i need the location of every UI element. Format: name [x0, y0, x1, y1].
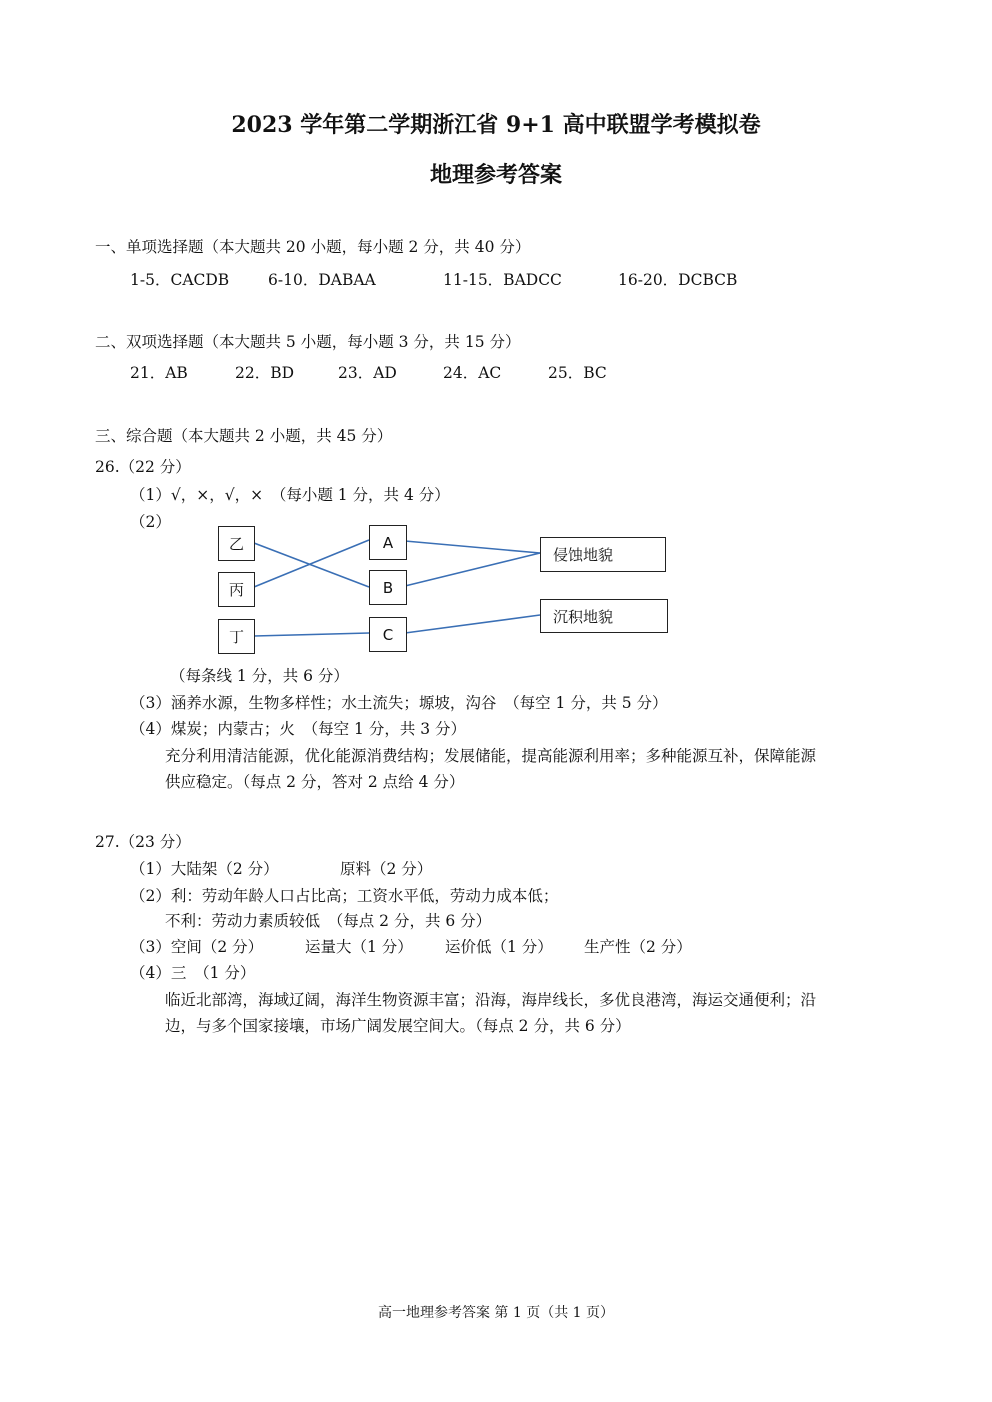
q27-part1a: （1）大陆架（2 分） — [130, 860, 279, 878]
q26-part1: （1）√，×，√，× （每小题 1 分，共 4 分） — [130, 486, 450, 504]
q27-part4-line3: 边，与多个国家接壤，市场广阔发展空间大。（每点 2 分，共 6 分） — [165, 1017, 631, 1035]
q27-part2: （2）利：劳动年龄人口占比高；工资水平低，劳动力成本低； — [130, 887, 559, 905]
box-c: C — [369, 617, 407, 652]
answer-item: 23．AD — [338, 364, 397, 382]
answer-group: 6-10．DABAA — [268, 271, 376, 289]
q27-part4-line2: 临近北部湾，海域辽阔，海洋生物资源丰富；沿海，海岸线长，多优良港湾，海运交通便利；沿 — [165, 991, 817, 1009]
q27-part2-line2: 不利：劳动力素质较低 （每点 2 分，共 6 分） — [165, 912, 492, 930]
answer-item: 25．BC — [548, 364, 607, 382]
box-ding: 丁 — [218, 619, 255, 654]
section1-heading: 一、单项选择题（本大题共 20 小题，每小题 2 分，共 40 分） — [95, 238, 531, 256]
section3-heading: 三、综合题（本大题共 2 小题，共 45 分） — [95, 427, 393, 445]
q27-part3-c: 运价低（1 分） — [445, 938, 553, 956]
q27-heading: 27.（23 分） — [95, 833, 191, 851]
q27-part4: （4）三 （1 分） — [130, 964, 256, 982]
line-a-erosion — [405, 541, 540, 553]
q26-part2-label: （2） — [130, 513, 171, 531]
line-b-erosion — [405, 553, 540, 586]
page-subtitle: 地理参考答案 — [429, 162, 562, 188]
answer-item: 24．AC — [443, 364, 502, 382]
answer-group: 11-15．BADCC — [443, 271, 562, 289]
line-c-deposition — [405, 615, 540, 633]
box-b: B — [369, 570, 407, 605]
answer-item: 21．AB — [130, 364, 188, 382]
box-a: A — [369, 525, 407, 560]
section2-heading: 二、双项选择题（本大题共 5 小题，每小题 3 分，共 15 分） — [95, 333, 521, 351]
answer-item: 22．BD — [235, 364, 295, 382]
box-erosion-landform: 侵蚀地貌 — [540, 537, 666, 572]
q26-part3: （3）涵养水源，生物多样性；水土流失；塬坡，沟谷 （每空 1 分，共 5 分） — [130, 694, 668, 712]
q26-part4-line3: 供应稳定。（每点 2 分，答对 2 点给 4 分） — [165, 773, 465, 791]
box-bing: 丙 — [218, 572, 255, 607]
q27-part3-a: （3）空间（2 分） — [130, 938, 264, 956]
q26-heading: 26.（22 分） — [95, 458, 191, 476]
q27-part3-b: 运量大（1 分） — [305, 938, 413, 956]
line-ding-c — [254, 633, 369, 636]
q27-part1b: 原料（2 分） — [340, 860, 433, 878]
q26-part4: （4）煤炭；内蒙古；火 （每空 1 分，共 3 分） — [130, 720, 467, 738]
page-title: 2023 学年第二学期浙江省 9+1 高中联盟学考模拟卷 — [231, 112, 761, 138]
q26-part2-note: （每条线 1 分，共 6 分） — [170, 667, 349, 685]
q27-part3-d: 生产性（2 分） — [584, 938, 692, 956]
answer-group: 1-5．CACDB — [130, 271, 230, 289]
box-yi: 乙 — [218, 526, 255, 561]
page-footer: 高一地理参考答案 第 1 页（共 1 页） — [377, 1305, 615, 1321]
q26-part4-line2: 充分利用清洁能源，优化能源消费结构；发展储能，提高能源利用率；多种能源互补，保障能源 — [165, 747, 817, 765]
answer-group: 16-20．DCBCB — [618, 271, 738, 289]
box-deposition-landform: 沉积地貌 — [540, 599, 668, 633]
